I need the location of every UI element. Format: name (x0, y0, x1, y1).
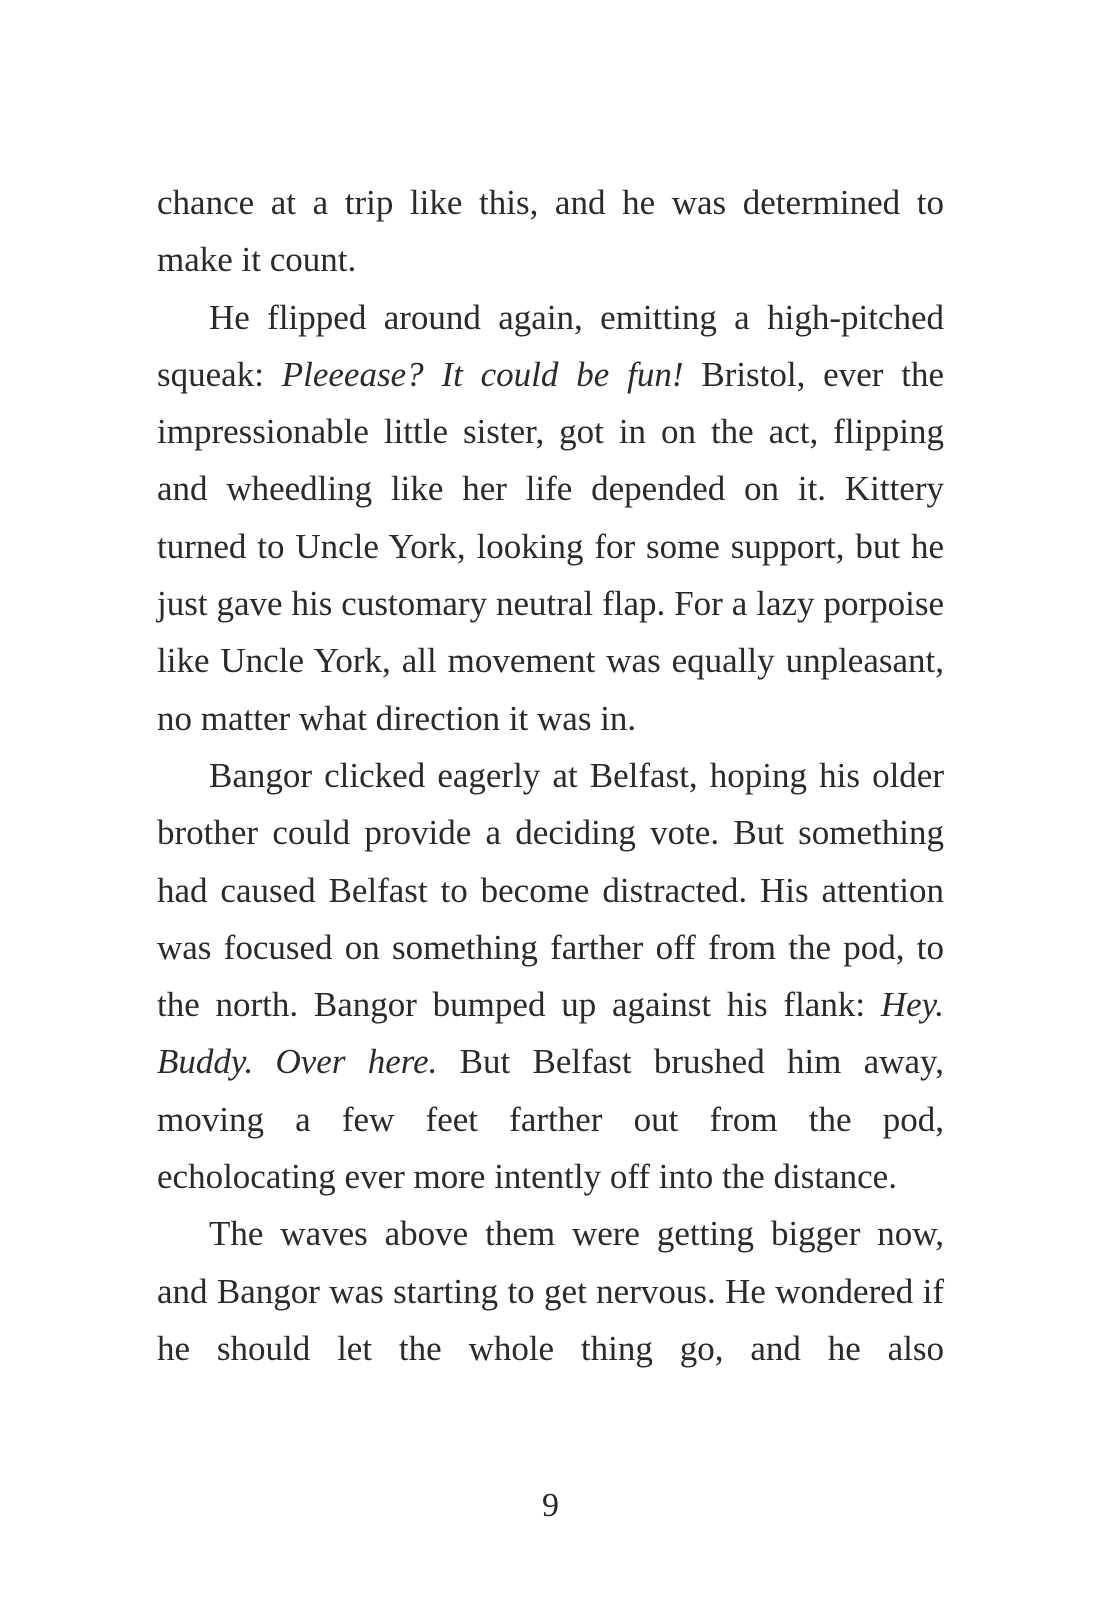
paragraph (157, 747, 944, 1205)
text-run: chance at a trip like this, and he was determined to make it count. (157, 183, 944, 280)
text-run: The waves above them were getting bigger now, and Bangor was starting to get nervous. He wondered if he should let the whole thing go, and he also (157, 1214, 944, 1368)
body-text (157, 174, 944, 1377)
text-run: He flipped around again, emitting a high-pitched squeak: (157, 297, 944, 394)
paragraph (157, 174, 944, 289)
page-number: 9 (542, 1487, 559, 1524)
paragraph (157, 1205, 944, 1377)
italic-thought: Hey. Buddy. Over here. (157, 985, 944, 1082)
text-run: Bangor clicked eagerly at Belfast, hoping his older brother could provide a deciding vote. But something had caused Belfast to become distracted. His attention was focused on something farther off from the pod, to the north. Bangor bumped up against his flank: (157, 755, 944, 1025)
italic-thought: Pleeease? It could be fun! (281, 354, 684, 394)
text-run: But Belfast brushed him away, moving a few feet farther out from the pod, echolocating ever more intently off into the distance. (157, 1042, 944, 1197)
paragraph (157, 289, 944, 747)
text-run: Bristol, ever the impressionable little sister, got in on the act, flipping and wheedling like her life depended on it. Kittery turned to Uncle York, looking for some support, but he just gave his customary neutral flap. For a lazy porpoise like Uncle York, all movement was equally unpleasant, no matter what direction it was in. (157, 354, 944, 738)
